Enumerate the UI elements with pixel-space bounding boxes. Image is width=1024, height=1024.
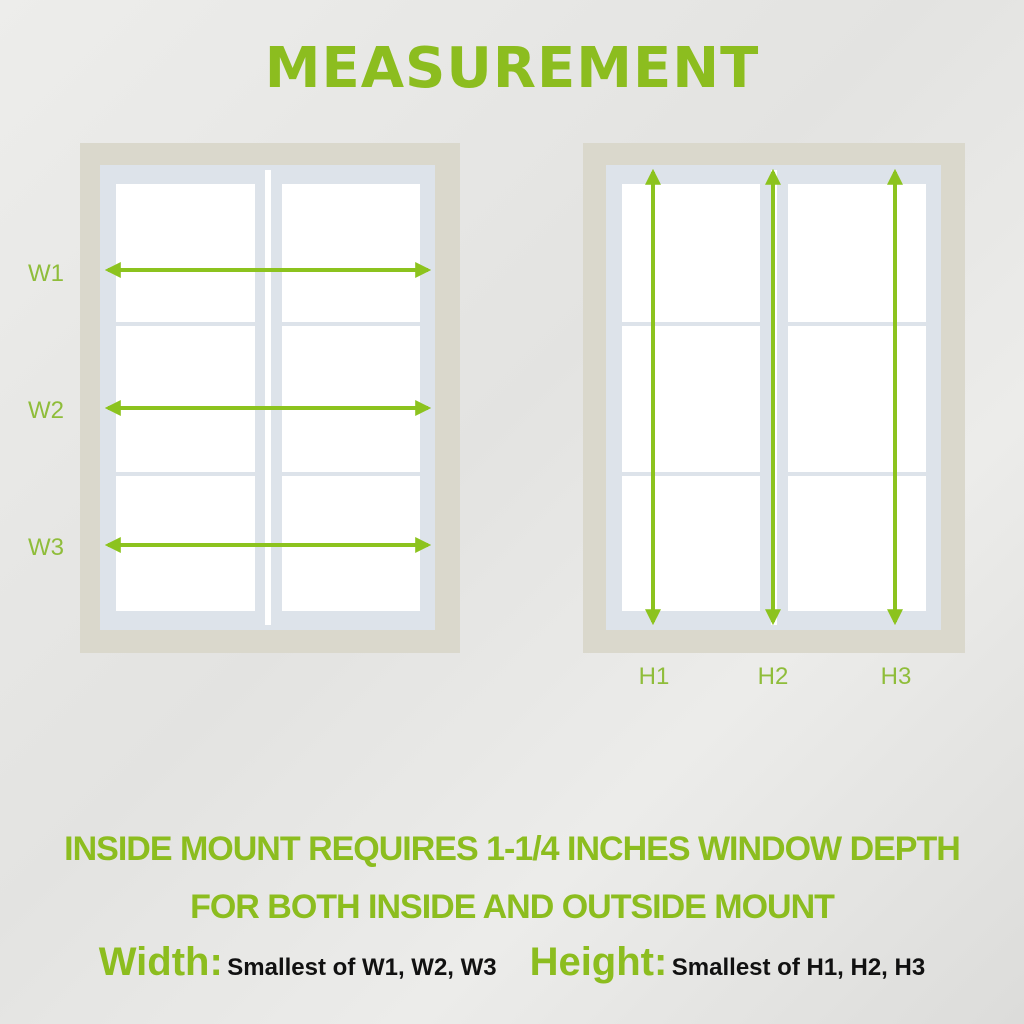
- width-summary-label: Width: [98, 940, 210, 984]
- mount-note-line-1: INSIDE MOUNT REQUIRES 1-1/4 INCHES WINDOW DEPTH: [64, 830, 960, 868]
- width-summary-text: Smallest of W1, W2, W3: [227, 954, 497, 981]
- left-window-pane: [282, 326, 420, 472]
- right-window-pane: [622, 476, 760, 611]
- height-summary-label: Height: [529, 940, 654, 984]
- h2-label: H2: [757, 663, 789, 690]
- left-window-pane: [116, 326, 255, 472]
- page-title: MEASUREMENT: [264, 36, 760, 101]
- h3-label: H3: [880, 663, 912, 690]
- left-window-pane: [116, 184, 255, 322]
- w2-label: W2: [28, 397, 64, 424]
- w3-label: W3: [28, 534, 64, 561]
- left-window-pane: [282, 184, 420, 322]
- mount-note-line-2: FOR BOTH INSIDE AND OUTSIDE MOUNT: [190, 888, 834, 926]
- right-window-pane: [622, 184, 760, 322]
- right-window-pane: [622, 326, 760, 472]
- right-window-pane: [788, 184, 926, 322]
- right-window-pane: [788, 326, 926, 472]
- height-summary-colon: :: [654, 940, 668, 984]
- measurement-summary: [0, 940, 1024, 985]
- h1-label: H1: [638, 663, 670, 690]
- right-window-pane: [788, 476, 926, 611]
- height-summary-text: Smallest of H1, H2, H3: [671, 954, 926, 981]
- width-summary-colon: :: [209, 940, 223, 984]
- left-window: [80, 143, 460, 653]
- w1-label: W1: [28, 260, 64, 287]
